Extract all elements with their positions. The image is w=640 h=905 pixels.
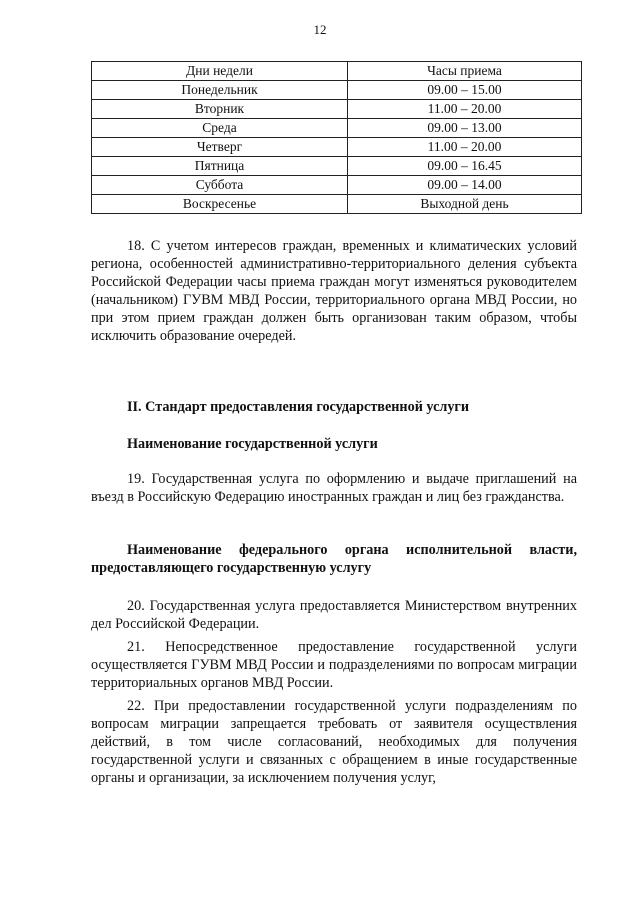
day-cell: Вторник — [92, 100, 348, 119]
day-cell: Среда — [92, 119, 348, 138]
paragraph-22: 22. При предоставлении государственной услуги подразделениям по вопросам миграции запрещается требовать от заявителя осуществления действий, в том числе согласований, необходимых для получения государственной услуги и связанных с обращением в иные государственные органы и организации, за исключением получения услуг, — [91, 698, 577, 786]
table-row — [92, 119, 582, 138]
day-cell: Четверг — [92, 138, 348, 157]
document-body — [91, 237, 577, 787]
table-row — [92, 176, 582, 195]
subtitle-service-name: Наименование государственной услуги — [127, 436, 378, 452]
table-header-row — [92, 62, 582, 81]
section-title: II. Стандарт предоставления государственной услуги — [127, 399, 470, 415]
hours-cell: Выходной день — [348, 195, 582, 214]
day-cell: Пятница — [92, 157, 348, 176]
table-row — [92, 138, 582, 157]
hours-cell: 09.00 – 15.00 — [348, 81, 582, 100]
paragraph-18: 18. С учетом интересов граждан, временных и климатических условий региона, особенностей административно-территориального деления субъекта Российской Федерации часы приема граждан могут изменяться руководителем (начальником) ГУВМ МВД России, территориального органа МВД России, но при этом прием граждан должен быть организован таким образом, чтобы исключить образование очередей. — [91, 238, 577, 344]
header-hours: Часы приема — [348, 62, 582, 81]
paragraph-19: 19. Государственная услуга по оформлению и выдаче приглашений на въезд в Российскую Федерацию иностранных граждан и лиц без гражданства. — [91, 471, 577, 505]
hours-cell: 09.00 – 14.00 — [348, 176, 582, 195]
table-row — [92, 81, 582, 100]
hours-cell: 11.00 – 20.00 — [348, 100, 582, 119]
table-row — [92, 195, 582, 214]
hours-cell: 09.00 – 16.45 — [348, 157, 582, 176]
reception-hours-table — [91, 61, 582, 214]
table-row — [92, 157, 582, 176]
hours-cell: 09.00 – 13.00 — [348, 119, 582, 138]
paragraph-20: 20. Государственная услуга предоставляется Министерством внутренних дел Российской Федерации. — [91, 598, 577, 632]
table-row — [92, 100, 582, 119]
subtitle-authority: Наименование федерального органа исполнительной власти, предоставляющего государственную услугу — [91, 542, 577, 576]
hours-cell: 11.00 – 20.00 — [348, 138, 582, 157]
day-cell: Понедельник — [92, 81, 348, 100]
paragraph-21: 21. Непосредственное предоставление государственной услуги осуществляется ГУВМ МВД России и подразделениями по вопросам миграции территориальных органов МВД России. — [91, 639, 577, 691]
header-days: Дни недели — [92, 62, 348, 81]
page-number: 12 — [313, 22, 327, 37]
day-cell: Суббота — [92, 176, 348, 195]
day-cell: Воскресенье — [92, 195, 348, 214]
